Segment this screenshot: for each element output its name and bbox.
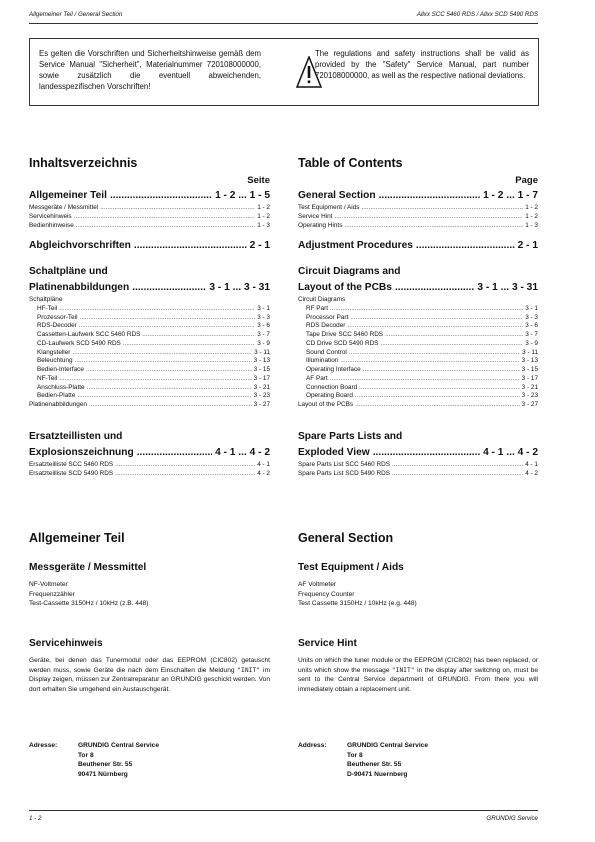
toc-item[interactable]: Ersatzteilliste SCC 5460 RDS ..... 4 - 1 [29, 461, 270, 470]
general-title-de: Allgemeiner Teil [29, 531, 125, 545]
toc-item[interactable]: Beleuchtung ..... 3 - 13 [29, 357, 270, 366]
toc-entry[interactable]: Explosionszeichnung ..... 4 - 1 ... 4 - 2 [29, 445, 270, 461]
toc-entry-line1: Schaltpläne und [29, 266, 108, 277]
toc-item[interactable]: Operating Board ..... 3 - 23 [298, 392, 538, 401]
toc-item[interactable]: Cassetten-Laufwerk SCC 5460 RDS ..... 3 - 7 [29, 331, 270, 340]
toc-item[interactable]: Bedien-Platte ..... 3 - 23 [29, 392, 270, 401]
toc-item[interactable]: RDS-Decoder ..... 3 - 6 [29, 322, 270, 331]
toc-item[interactable]: Bedienhinweise ..... 1 - 3 [29, 222, 270, 231]
header-model: Allxx SCC 5460 RDS / Allxx SCD 5490 RDS [416, 11, 538, 18]
toc-entry-line1: Circuit Diagrams and [298, 266, 401, 277]
toc-item[interactable]: Anschluss-Platte ..... 3 - 21 [29, 384, 270, 393]
header-divider [29, 23, 538, 24]
service-hint-text-en: Units on which the tuner module or the EEPROM (CIC802) has been replaced, or units which show the message "INIT" in the display after switchng on, must be sent to the Central Service department of GRUNDIG. From there you will immediately obtain a replacement unit. [298, 657, 538, 693]
service-hint-title-de: Servicehinweis [29, 638, 103, 649]
page-number: 1 - 2 [29, 815, 42, 822]
toc-item[interactable]: AF Part ..... 3 - 17 [298, 375, 538, 384]
equipment-title-en: Test Equipment / Aids [298, 562, 404, 573]
address-en: Address: GRUNDIG Central Service Tor 8 Beuthener Str. 55 D-90471 Nuernberg [298, 742, 428, 778]
toc-item[interactable]: Operating Interface ..... 3 - 15 [298, 366, 538, 375]
service-hint-text-de: Geräte, bei denen das Tunermodul oder das EEPROM (CIC802) getauscht werden muss, sowie Geräte die nach dem Einschalten die Meldung "INIT" im Display zeigen, müssen zur Zentralreparatur an GRUNDIG geschickt werden. Von dort erhalten Sie umgehend ein Austauschgerät. [29, 657, 270, 693]
safety-warning-box [29, 38, 539, 106]
toc-group: Circuit Diagrams [298, 296, 346, 303]
toc-en-s4 [298, 429, 538, 479]
toc-en [298, 188, 538, 230]
toc-item[interactable]: Illumination ..... 3 - 13 [298, 357, 538, 366]
toc-entry-line1: Ersatzteillisten und [29, 431, 123, 442]
toc-de-s2 [29, 238, 270, 254]
toc-entry[interactable]: Allgemeiner Teil ..... 1 - 2 ... 1 - 5 [29, 188, 270, 204]
toc-entry[interactable]: General Section ..... 1 - 2 ... 1 - 7 [298, 188, 538, 204]
toc-title-en: Table of Contents [298, 156, 403, 170]
toc-item[interactable]: Prozessor-Teil ..... 3 - 3 [29, 314, 270, 323]
toc-item[interactable]: CD-Laufwerk SCD 5490 RDS ..... 3 - 9 [29, 340, 270, 349]
address-de: Adresse: GRUNDIG Central Service Tor 8 Beuthener Str. 55 90471 Nürnberg [29, 742, 159, 778]
toc-entry-line1: Spare Parts Lists and [298, 431, 403, 442]
toc-en-s2 [298, 238, 538, 254]
toc-de-s3 [29, 264, 270, 410]
toc-entry[interactable]: Platinenabbildungen ..... 3 - 1 ... 3 - 31 [29, 280, 270, 296]
toc-item[interactable]: Test Equipment / Aids ..... 1 - 2 [298, 204, 538, 213]
toc-page-label-en: Page [515, 175, 538, 186]
toc-item[interactable]: RF Part ..... 3 - 1 [298, 305, 538, 314]
toc-item[interactable]: Spare Parts List SCC 5460 RDS ..... 4 - 1 [298, 461, 538, 470]
toc-item[interactable]: Servicehinweis ..... 1 - 2 [29, 213, 270, 222]
toc-item[interactable]: CD Drive SCD 5490 RDS ..... 3 - 9 [298, 340, 538, 349]
toc-title-de: Inhaltsverzeichnis [29, 156, 138, 170]
toc-item[interactable]: Ersatzteilliste SCD 5490 RDS ..... 4 - 2 [29, 470, 270, 479]
equipment-list-en: AF Voltmeter Frequency Counter Test Cassette 3150Hz / 10kHz (e.g. 448) [298, 581, 417, 608]
toc-item[interactable]: Processor Part ..... 3 - 3 [298, 314, 538, 323]
toc-item[interactable]: Spare Parts List SCD 5490 RDS ..... 4 - 2 [298, 470, 538, 479]
toc-item[interactable]: NF-Teil ..... 3 - 17 [29, 375, 270, 384]
header-section-title: Allgemeiner Teil / General Section [29, 11, 123, 18]
toc-group: Schaltpläne [29, 296, 63, 303]
equipment-title-de: Messgeräte / Messmittel [29, 562, 147, 573]
toc-item[interactable]: Bedien-Interface ..... 3 - 15 [29, 366, 270, 375]
footer-divider [29, 810, 538, 811]
warning-text-de: Es gelten die Vorschriften und Sicherheitshinweise gemäß dem Service Manual "Sicherheit", Materialnummer 720108000000, sowie zusätzlich die eventuell abweichenden, landesspezifischen Vorschriften! [39, 49, 261, 91]
toc-item[interactable]: Layout of the PCBs ..... 3 - 27 [298, 401, 538, 410]
toc-item[interactable]: RDS Decoder ..... 3 - 6 [298, 322, 538, 331]
toc-item[interactable]: Klangsteller ..... 3 - 11 [29, 349, 270, 358]
toc-de-s4 [29, 429, 270, 479]
toc-item[interactable]: Operating Hints ..... 1 - 3 [298, 222, 538, 231]
footer-publisher: GRUNDIG Service [486, 815, 538, 822]
toc-item[interactable]: Service Hint ..... 1 - 2 [298, 213, 538, 222]
service-hint-title-en: Service Hint [298, 638, 357, 649]
toc-item[interactable]: Platinenabbildungen ..... 3 - 27 [29, 401, 270, 410]
toc-en-s3 [298, 264, 538, 410]
equipment-list-de: NF-Voltmeter Frequenzzähler Test-Cassette 3150Hz / 10kHz (z.B. 448) [29, 581, 149, 608]
toc-item[interactable]: Sound Control ..... 3 - 11 [298, 349, 538, 358]
toc-item[interactable]: HF-Teil ..... 3 - 1 [29, 305, 270, 314]
toc-de [29, 188, 270, 230]
general-title-en: General Section [298, 531, 394, 545]
toc-entry[interactable]: Adjustment Procedures ..... 2 - 1 [298, 238, 538, 254]
toc-page-label-de: Seite [247, 175, 270, 186]
toc-item[interactable]: Tape Drive SCC 5460 RDS ..... 3 - 7 [298, 331, 538, 340]
toc-entry[interactable]: Abgleichvorschriften ..... 2 - 1 [29, 238, 270, 254]
toc-entry[interactable]: Exploded View ..... 4 - 1 ... 4 - 2 [298, 445, 538, 461]
toc-item[interactable]: Messgeräte / Messmittel ..... 1 - 2 [29, 204, 270, 213]
toc-item[interactable]: Connection Board ..... 3 - 21 [298, 384, 538, 393]
warning-text-en: The regulations and safety instructions shall be valid as provided by the "Safety" Service Manual, part number 720108000000, as well as the respective national deviations. [315, 49, 529, 80]
toc-entry[interactable]: Layout of the PCBs ..... 3 - 1 ... 3 - 31 [298, 280, 538, 296]
